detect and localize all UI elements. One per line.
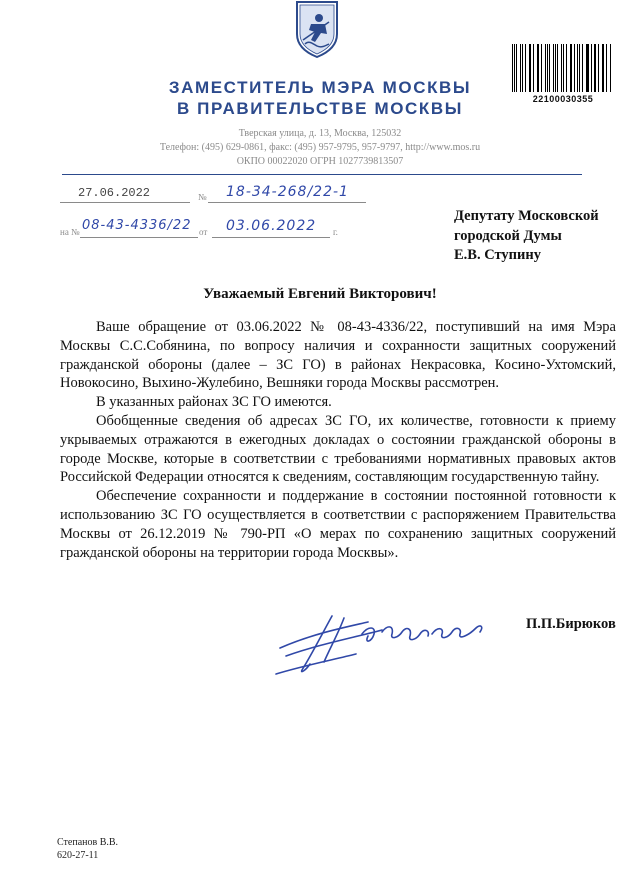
executor-name: Степанов В.В.: [57, 837, 119, 848]
addressee-line1: Депутату Московской: [454, 208, 599, 224]
ref-date: 03.06.2022: [226, 218, 317, 234]
signer-name: П.П.Бирюков: [526, 616, 616, 632]
body-paragraph-1: Ваше обращение от 03.06.2022 № 08-43-4336/22, поступивший на имя Мэра Москвы С.С.Собянина, по вопросу наличия и сохранности защитных сооружений гражданской обороны (далее – ЗС ГО) в районах Некрасовка, Косино-Ухтомский, Новокосино, Выхино-Жулебино, Вешняки города Москвы рассмотрен.: [60, 319, 616, 392]
body-paragraph-2: В указанных районах ЗС ГО имеются.: [96, 394, 332, 411]
ref-from-label: от: [199, 227, 208, 237]
letterhead-address: Тверская улица, д. 13, Москва, 125032: [238, 128, 402, 139]
registration-date: 27.06.2022: [78, 186, 151, 200]
letterhead-divider: [62, 174, 582, 175]
letterhead-phone: Телефон: (495) 629-0861, факс: (495) 957-9795, 957-9797, http://www.mos.ru: [159, 142, 481, 153]
addressee-line2: городской Думы: [454, 227, 562, 244]
moscow-coat-of-arms-icon: [293, 0, 341, 58]
date-underline: [60, 202, 190, 203]
letterhead-codes: ОКПО 00022020 ОГРН 1027739813507: [236, 156, 404, 167]
ref-underline: [80, 237, 198, 238]
executor-phone: 620-27-11: [57, 850, 99, 861]
letter-body: [60, 318, 616, 562]
greeting: Уважаемый Евгений Викторович!: [203, 286, 437, 302]
ref-label: на №: [60, 227, 80, 237]
body-paragraph-4: Обеспечение сохранности и поддержание в состоянии постоянной готовности к использованию ЗС ГО осуществляется в соответствии с распоряжением Правительства Москвы от 26.12.2019 № 790-РП «О мерах по сохранению защитных сооружений гражданской обороны на территории города Москвы».: [60, 488, 616, 561]
executor-info: [57, 836, 118, 862]
ref-date-suffix: г.: [333, 227, 338, 237]
number-underline: [208, 202, 366, 203]
ref-date-underline: [212, 237, 330, 238]
ref-number: 08-43-4336/22: [82, 218, 192, 233]
number-label: №: [198, 192, 207, 202]
handwritten-signature-icon: [272, 604, 512, 684]
body-paragraph-3: Обобщенные сведения об адресах ЗС ГО, их количестве, готовности к приему укрываемых отражаются в ежегодных докладах о состоянии гражданской обороны в городе Москве, которые в соответствии с требованиями нормативных правовых актов Российской Федерации относятся к сведениям, составляющим государственную тайну.: [60, 412, 616, 486]
letterhead-title-line2: В ПРАВИТЕЛЬСТВЕ МОСКВЫ: [176, 99, 464, 118]
barcode-number: 22100030355: [532, 94, 594, 104]
letterhead-title-line1: ЗАМЕСТИТЕЛЬ МЭРА МОСКВЫ: [168, 78, 472, 97]
addressee: [454, 207, 599, 266]
addressee-line3: Е.В. Ступину: [454, 247, 541, 263]
registration-number: 18-34-268/22-1: [226, 184, 349, 200]
